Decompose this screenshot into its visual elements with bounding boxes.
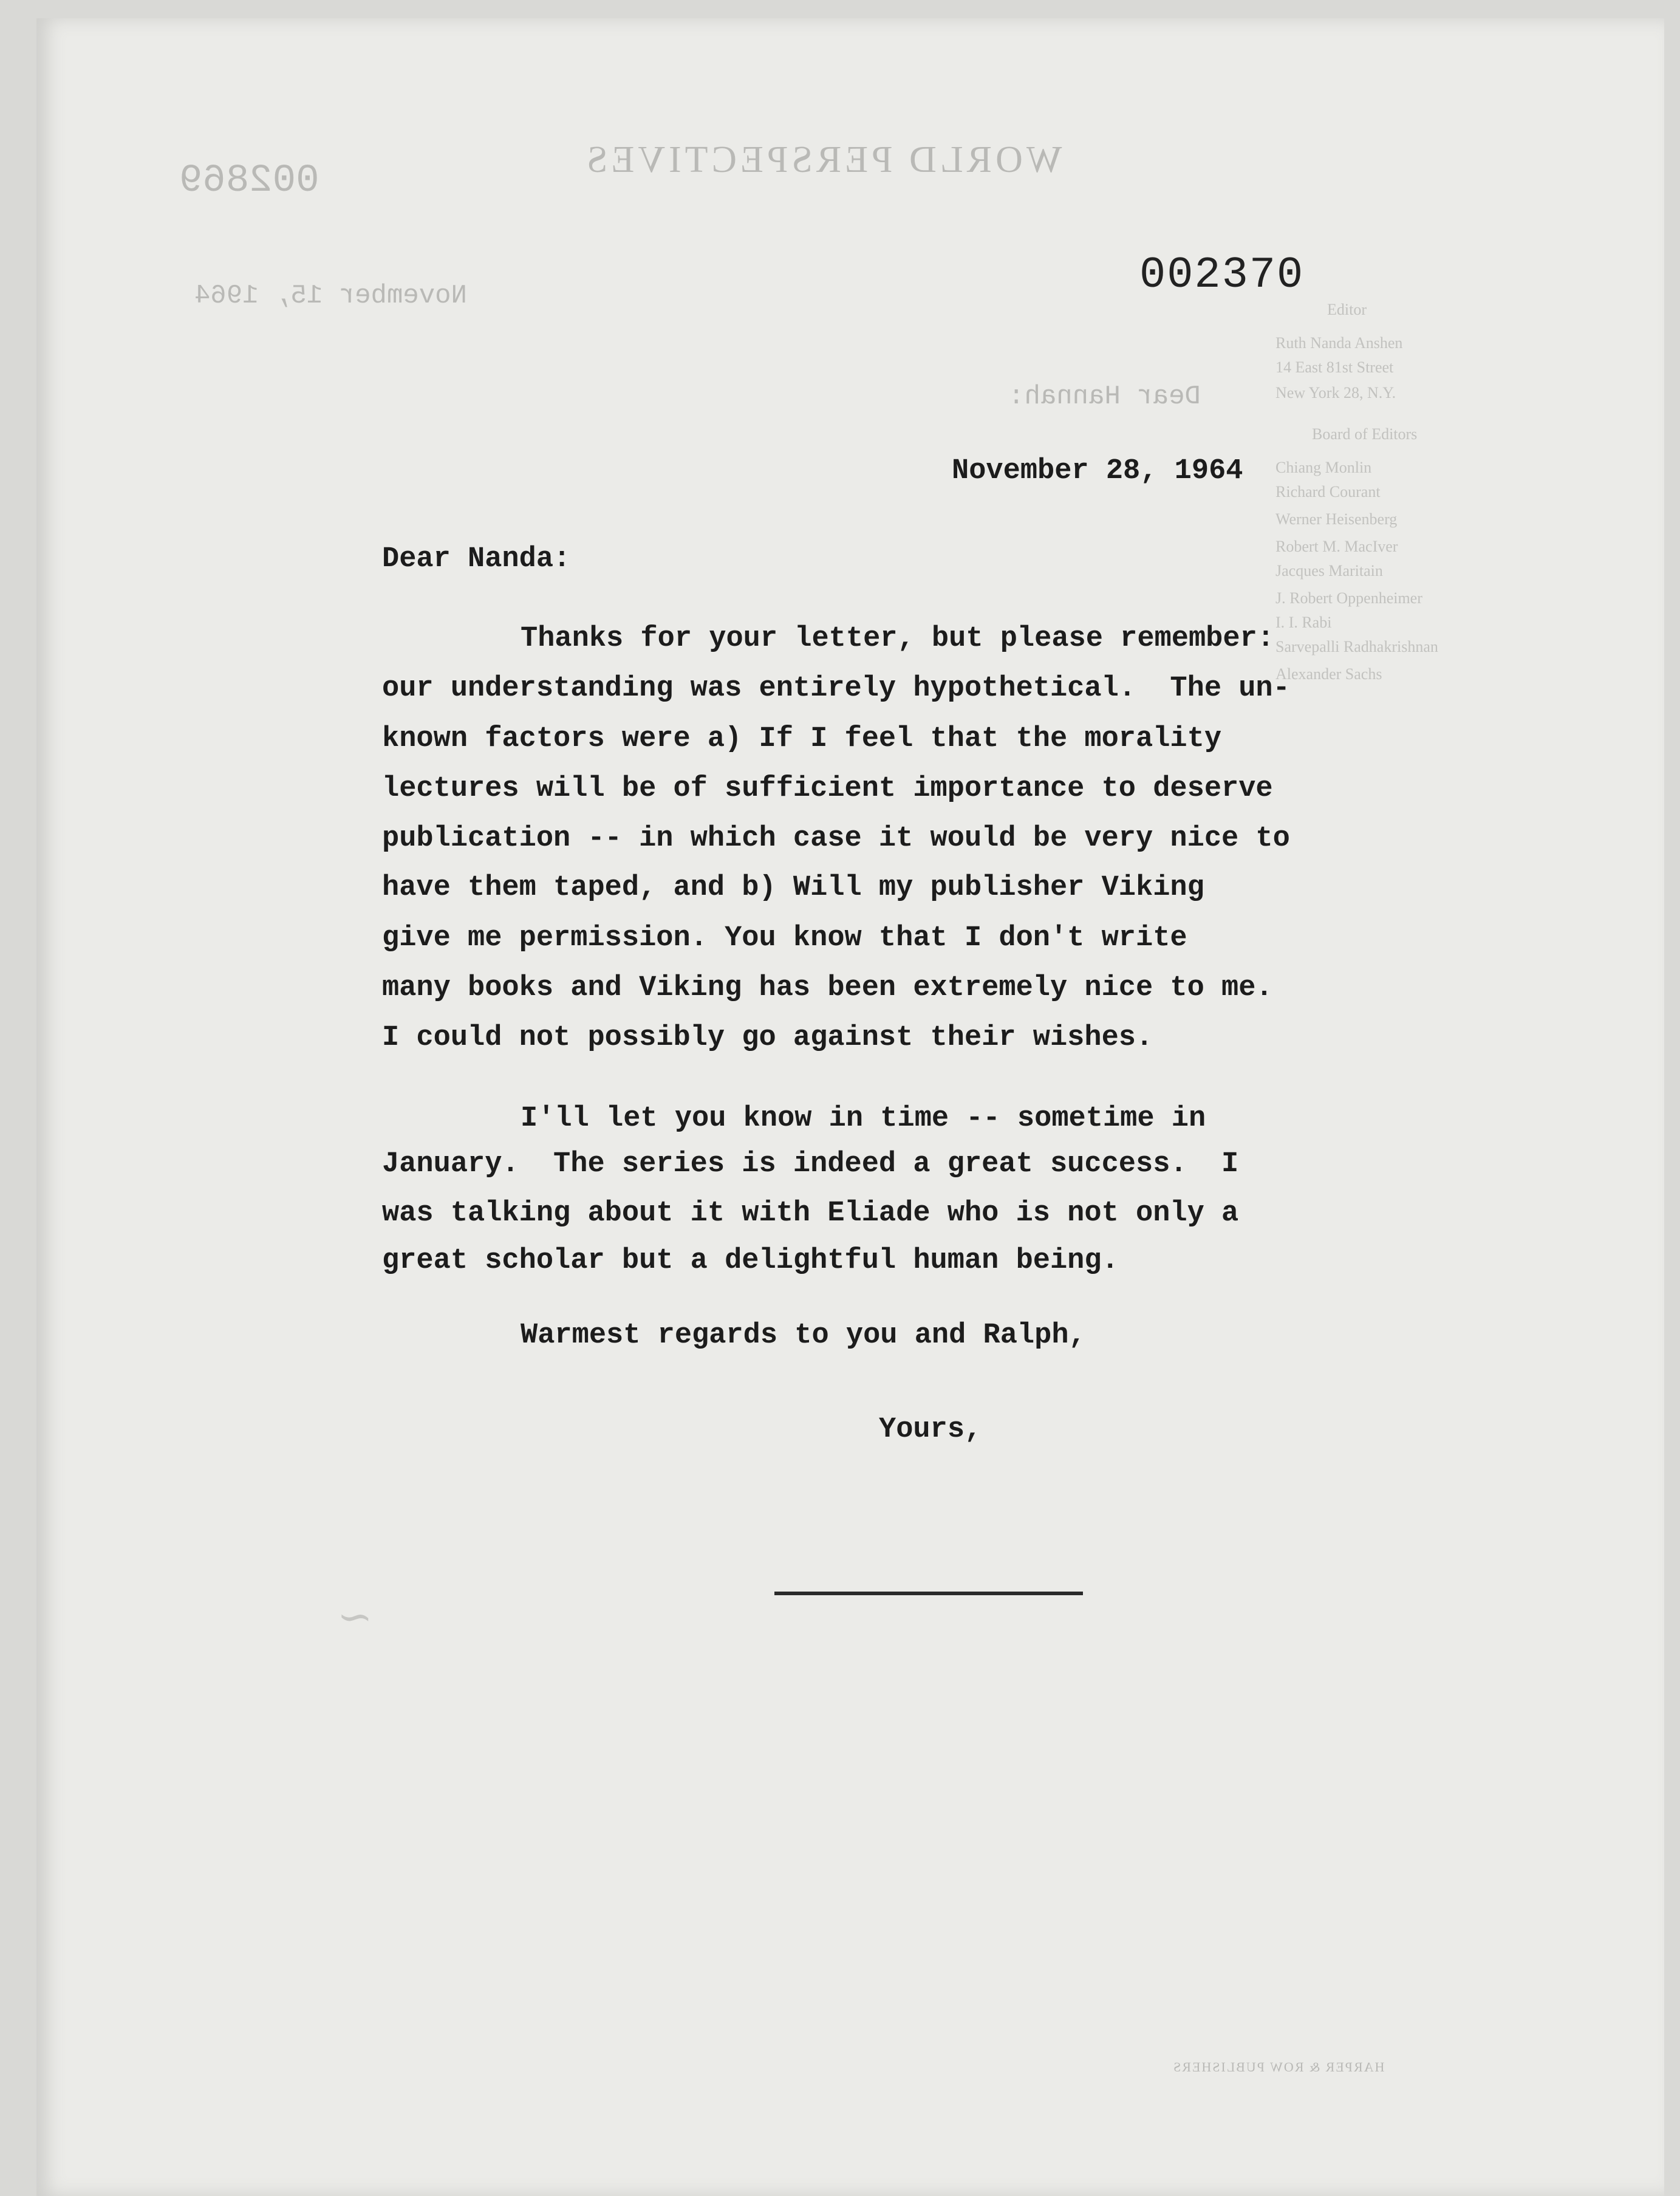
salutation: Dear Nanda: (382, 543, 571, 575)
signature-line (774, 1592, 1083, 1595)
letter-date: November 28, 1964 (952, 455, 1243, 487)
sidebar-line: I. I. Rabi (1275, 614, 1332, 631)
text-line: great scholar but a delightful human being. (382, 1245, 1119, 1277)
bleed-footer: HARPER & ROW PUBLISHERS (1172, 2059, 1385, 2075)
sidebar-line: Werner Heisenberg (1275, 510, 1398, 528)
sidebar-line: J. Robert Oppenheimer (1275, 589, 1422, 607)
text-line: many books and Viking has been extremely nice to me. (382, 972, 1273, 1004)
document-number: 002370 (1139, 250, 1305, 300)
sidebar-line: Robert M. MacIver (1275, 538, 1398, 555)
closing: Warmest regards to you and Ralph, (521, 1319, 1086, 1352)
sidebar-line: Editor (1327, 301, 1367, 318)
text-line: Thanks for your letter, but please remember: (521, 623, 1275, 655)
bleed-date: November 15, 1964 (194, 281, 467, 311)
sidebar-line: Ruth Nanda Anshen (1275, 334, 1403, 352)
text-line: was talking about it with Eliade who is not only a (382, 1197, 1239, 1230)
sidebar-line: Sarvepalli Radhakrishnan (1275, 638, 1438, 655)
text-line: January. The series is indeed a great success. I (382, 1148, 1239, 1180)
sidebar-line: Richard Courant (1275, 483, 1381, 501)
text-line: our understanding was entirely hypothetical. The un- (382, 672, 1290, 705)
bleed-signature: ~ (337, 1592, 373, 1641)
signoff: Yours, (879, 1414, 982, 1446)
sidebar-line: Alexander Sachs (1275, 665, 1382, 683)
sidebar-line: Board of Editors (1312, 425, 1418, 443)
bleed-number: 002869 (179, 159, 319, 203)
text-line: have them taped, and b) Will my publisher Viking (382, 872, 1204, 904)
bleed-letterhead: WORLD PERSPECTIVES (583, 139, 1062, 180)
text-line: known factors were a) If I feel that the morality (382, 723, 1222, 755)
sidebar-line: Jacques Maritain (1275, 562, 1383, 580)
sidebar-line: 14 East 81st Street (1275, 358, 1394, 376)
text-line: I could not possibly go against their wishes. (382, 1022, 1153, 1054)
sidebar-line: Chiang Monlin (1275, 459, 1372, 476)
text-line: give me permission. You know that I don't write (382, 922, 1187, 954)
bleed-salutation: Dear Hannah: (1008, 381, 1201, 412)
text-line: publication -- in which case it would be very nice to (382, 823, 1290, 855)
text-line: lectures will be of sufficient importance to deserve (382, 773, 1273, 805)
text-line: I'll let you know in time -- sometime in (521, 1103, 1206, 1135)
sidebar-line: New York 28, N.Y. (1275, 384, 1396, 402)
